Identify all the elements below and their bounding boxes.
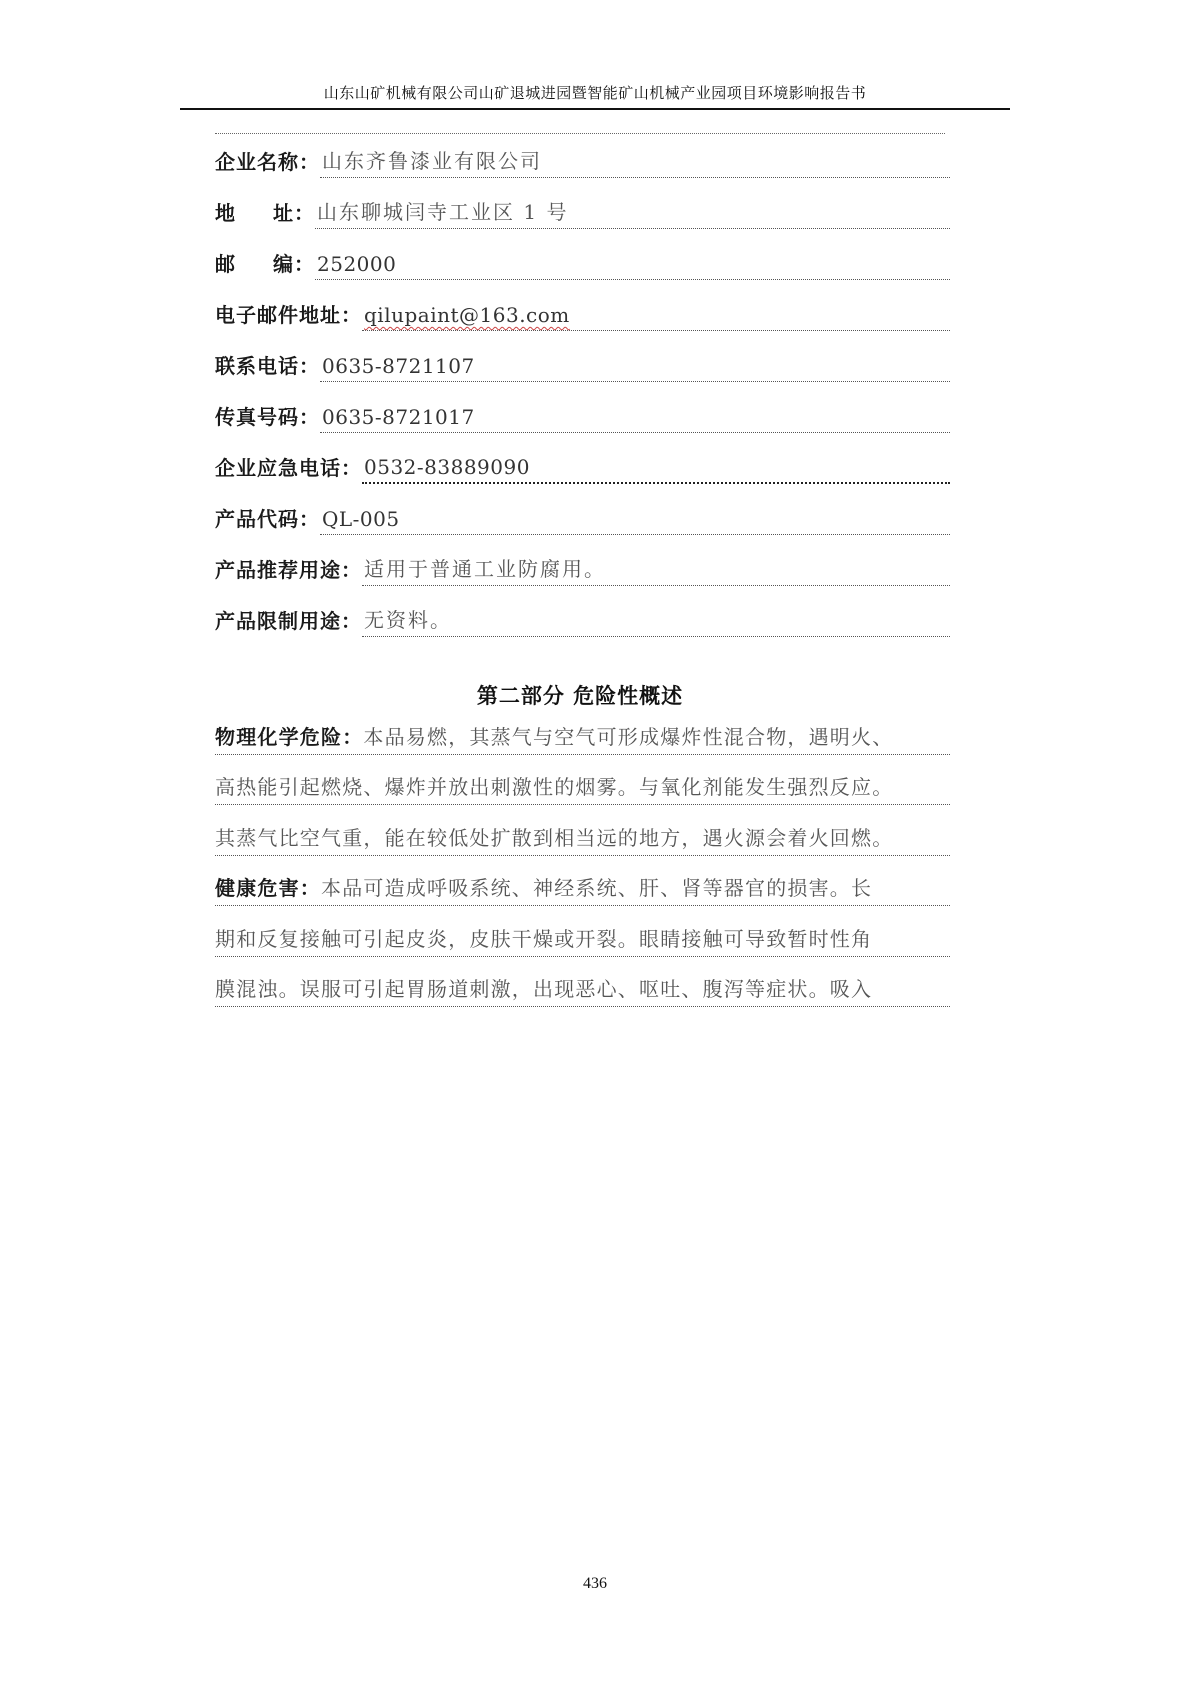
field-label-char [273, 248, 315, 277]
field-value [362, 303, 950, 331]
field-address [215, 193, 950, 229]
paragraph-text: 本品易燃，其蒸气与空气可形成爆炸性混合物，遇明火、 [363, 725, 894, 749]
field-label: 联系电话： [215, 354, 320, 378]
paragraph-line [215, 821, 950, 856]
field-value: 252000 [315, 252, 950, 280]
field-label-colon: ： [294, 201, 315, 225]
field-value: 山东齐鲁漆业有限公司 [320, 145, 950, 178]
field-label: 产品限制用途： [215, 609, 362, 633]
field-label-char: 邮 [215, 252, 236, 276]
section-title: 第二部分 危险性概述 [476, 684, 684, 708]
field-recommended-use [215, 550, 950, 586]
page-number: 436 [583, 1575, 607, 1592]
field-label-char-text: 址 [273, 201, 294, 225]
field-label: 产品代码： [215, 507, 320, 531]
field-company-name [215, 142, 950, 178]
field-label [215, 197, 315, 229]
field-emergency-phone [215, 448, 950, 484]
header-rule [180, 108, 1010, 110]
paragraph-line [215, 720, 950, 755]
report-title: 山东山矿机械有限公司山矿退城进园暨智能矿山机械产业园项目环境影响报告书 [323, 84, 867, 102]
field-label-char [273, 197, 315, 226]
field-label-char: 地 [215, 201, 236, 225]
field-label-colon: ： [294, 252, 315, 276]
field-product-code [215, 499, 950, 535]
field-label: 企业名称： [215, 150, 320, 174]
dotted-leader [215, 133, 945, 134]
paragraph-line [215, 770, 950, 805]
field-phone [215, 346, 950, 382]
paragraph-line [215, 972, 950, 1007]
field-label-char-text: 编 [273, 252, 294, 276]
field-postcode [215, 244, 950, 280]
paragraph-text: 其蒸气比空气重，能在较低处扩散到相当远的地方，遇火源会着火回燃。 [215, 826, 894, 850]
paragraph-text: 高热能引起燃烧、爆炸并放出刺激性的烟雾。与氧化剂能发生强烈反应。 [215, 775, 894, 799]
paragraph-line [215, 871, 950, 906]
paragraph-lead: 物理化学危险： [215, 725, 364, 749]
paragraph-text: 本品可造成呼吸系统、神经系统、肝、肾等器官的损害。长 [321, 876, 873, 900]
field-label: 传真号码： [215, 405, 320, 429]
field-value: QL-005 [320, 507, 950, 535]
field-label: 电子邮件地址： [215, 303, 362, 327]
field-label [215, 248, 315, 280]
field-label: 企业应急电话： [215, 456, 362, 480]
field-restricted-use [215, 601, 950, 637]
paragraph-text: 膜混浊。误服可引起胃肠道刺激，出现恶心、呕吐、腹泻等症状。吸入 [215, 977, 873, 1001]
field-value: 0532-83889090 [362, 455, 950, 484]
field-value: 适用于普通工业防腐用。 [362, 553, 950, 586]
field-label: 产品推荐用途： [215, 558, 362, 582]
scanned-page-content [215, 112, 955, 1072]
field-fax [215, 397, 950, 433]
field-value: 0635-8721017 [320, 405, 950, 433]
cropped-previous-line [215, 112, 945, 134]
paragraph-line [215, 922, 950, 957]
paragraph-lead: 健康危害： [215, 876, 321, 900]
paragraph-text: 期和反复接触可引起皮炎，皮肤干燥或开裂。眼睛接触可导致暂时性角 [215, 927, 873, 951]
field-value: 无资料。 [362, 604, 950, 637]
email-text: qilupaint@163.com [364, 303, 570, 327]
field-email [215, 295, 950, 331]
field-value: 0635-8721107 [320, 354, 950, 382]
field-value: 山东聊城闫寺工业区 1 号 [315, 196, 950, 229]
